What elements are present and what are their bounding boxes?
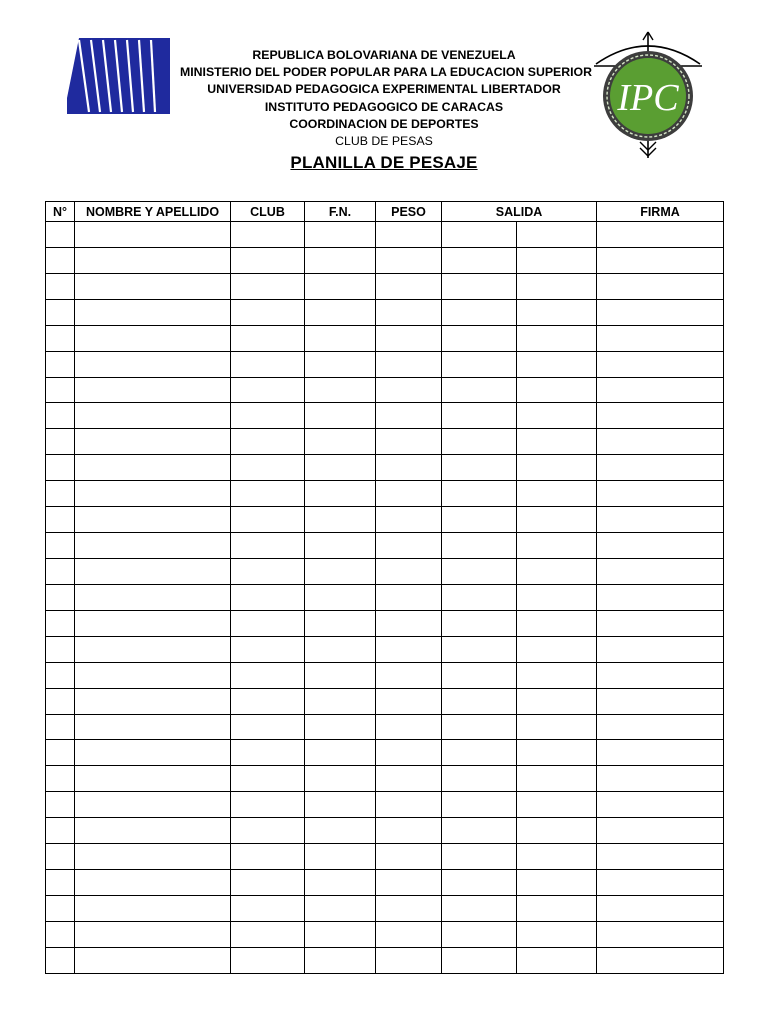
cell-weight[interactable]	[376, 351, 442, 377]
table-row	[46, 688, 724, 714]
cell-number[interactable]	[46, 921, 75, 947]
cell-name[interactable]	[75, 714, 231, 740]
cell-club[interactable]	[231, 455, 305, 481]
cell-exit-a[interactable]	[442, 947, 517, 973]
cell-weight[interactable]	[376, 895, 442, 921]
cell-birth-date[interactable]	[305, 844, 376, 870]
cell-name[interactable]	[75, 766, 231, 792]
cell-birth-date[interactable]	[305, 455, 376, 481]
cell-birth-date[interactable]	[305, 403, 376, 429]
cell-exit-a[interactable]	[442, 222, 517, 248]
cell-signature[interactable]	[597, 584, 724, 610]
cell-signature[interactable]	[597, 792, 724, 818]
table-body	[46, 222, 724, 974]
cell-name[interactable]	[75, 844, 231, 870]
cell-exit-a[interactable]	[442, 507, 517, 533]
cell-club[interactable]	[231, 403, 305, 429]
col-header-signature: FIRMA	[597, 202, 724, 222]
table-row	[46, 403, 724, 429]
cell-exit-a[interactable]	[442, 895, 517, 921]
cell-exit-a[interactable]	[442, 792, 517, 818]
cell-exit-a[interactable]	[442, 481, 517, 507]
cell-exit-b[interactable]	[517, 429, 597, 455]
cell-birth-date[interactable]	[305, 507, 376, 533]
cell-club[interactable]	[231, 714, 305, 740]
cell-exit-b[interactable]	[517, 507, 597, 533]
cell-number[interactable]	[46, 273, 75, 299]
cell-number[interactable]	[46, 455, 75, 481]
cell-signature[interactable]	[597, 688, 724, 714]
cell-signature[interactable]	[597, 844, 724, 870]
page-title: PLANILLA DE PESAJE	[290, 153, 478, 172]
table-row	[46, 844, 724, 870]
header-line-3: UNIVERSIDAD PEDAGOGICA EXPERIMENTAL LIBERTADOR	[207, 82, 561, 97]
cell-number[interactable]	[46, 636, 75, 662]
cell-number[interactable]	[46, 895, 75, 921]
cell-name[interactable]	[75, 947, 231, 973]
cell-number[interactable]	[46, 351, 75, 377]
table-row	[46, 325, 724, 351]
cell-exit-b[interactable]	[517, 766, 597, 792]
cell-weight[interactable]	[376, 403, 442, 429]
cell-weight[interactable]	[376, 455, 442, 481]
cell-exit-a[interactable]	[442, 714, 517, 740]
cell-birth-date[interactable]	[305, 222, 376, 248]
cell-name[interactable]	[75, 662, 231, 688]
cell-exit-a[interactable]	[442, 558, 517, 584]
cell-exit-a[interactable]	[442, 247, 517, 273]
cell-club[interactable]	[231, 299, 305, 325]
cell-exit-a[interactable]	[442, 351, 517, 377]
cell-number[interactable]	[46, 481, 75, 507]
cell-weight[interactable]	[376, 247, 442, 273]
cell-name[interactable]	[75, 481, 231, 507]
table-row	[46, 895, 724, 921]
cell-name[interactable]	[75, 222, 231, 248]
cell-number[interactable]	[46, 325, 75, 351]
cell-weight[interactable]	[376, 610, 442, 636]
cell-number[interactable]	[46, 688, 75, 714]
col-header-club: CLUB	[231, 202, 305, 222]
cell-exit-b[interactable]	[517, 584, 597, 610]
cell-name[interactable]	[75, 325, 231, 351]
upel-logo	[67, 38, 170, 114]
cell-exit-b[interactable]	[517, 377, 597, 403]
cell-club[interactable]	[231, 429, 305, 455]
cell-exit-b[interactable]	[517, 247, 597, 273]
cell-weight[interactable]	[376, 688, 442, 714]
table-row	[46, 921, 724, 947]
cell-weight[interactable]	[376, 870, 442, 896]
cell-name[interactable]	[75, 792, 231, 818]
cell-signature[interactable]	[597, 481, 724, 507]
cell-signature[interactable]	[597, 429, 724, 455]
ipc-logo-text: IPC	[617, 77, 679, 119]
cell-number[interactable]	[46, 714, 75, 740]
cell-number[interactable]	[46, 662, 75, 688]
cell-exit-b[interactable]	[517, 610, 597, 636]
cell-birth-date[interactable]	[305, 481, 376, 507]
cell-name[interactable]	[75, 870, 231, 896]
cell-birth-date[interactable]	[305, 818, 376, 844]
cell-club[interactable]	[231, 222, 305, 248]
cell-birth-date[interactable]	[305, 533, 376, 559]
cell-club[interactable]	[231, 533, 305, 559]
cell-exit-b[interactable]	[517, 895, 597, 921]
table-row	[46, 351, 724, 377]
cell-name[interactable]	[75, 558, 231, 584]
cell-weight[interactable]	[376, 377, 442, 403]
col-header-birth-date: F.N.	[305, 202, 376, 222]
institution-header	[180, 47, 592, 150]
table-row	[46, 740, 724, 766]
cell-signature[interactable]	[597, 870, 724, 896]
cell-club[interactable]	[231, 636, 305, 662]
table-row	[46, 481, 724, 507]
cell-exit-b[interactable]	[517, 740, 597, 766]
cell-exit-b[interactable]	[517, 558, 597, 584]
cell-birth-date[interactable]	[305, 429, 376, 455]
cell-club[interactable]	[231, 247, 305, 273]
cell-number[interactable]	[46, 222, 75, 248]
cell-signature[interactable]	[597, 377, 724, 403]
cell-exit-b[interactable]	[517, 662, 597, 688]
cell-weight[interactable]	[376, 766, 442, 792]
cell-club[interactable]	[231, 895, 305, 921]
cell-club[interactable]	[231, 273, 305, 299]
cell-exit-b[interactable]	[517, 222, 597, 248]
cell-birth-date[interactable]	[305, 377, 376, 403]
cell-exit-b[interactable]	[517, 792, 597, 818]
table-row	[46, 766, 724, 792]
table-header-row	[46, 202, 724, 222]
cell-number[interactable]	[46, 947, 75, 973]
cell-exit-b[interactable]	[517, 403, 597, 429]
cell-weight[interactable]	[376, 662, 442, 688]
cell-number[interactable]	[46, 429, 75, 455]
cell-exit-a[interactable]	[442, 662, 517, 688]
cell-weight[interactable]	[376, 481, 442, 507]
table-row	[46, 222, 724, 248]
cell-weight[interactable]	[376, 636, 442, 662]
cell-signature[interactable]	[597, 921, 724, 947]
cell-exit-a[interactable]	[442, 273, 517, 299]
cell-exit-a[interactable]	[442, 325, 517, 351]
cell-weight[interactable]	[376, 273, 442, 299]
cell-number[interactable]	[46, 740, 75, 766]
cell-name[interactable]	[75, 455, 231, 481]
cell-club[interactable]	[231, 688, 305, 714]
cell-exit-a[interactable]	[442, 740, 517, 766]
cell-exit-b[interactable]	[517, 273, 597, 299]
cell-weight[interactable]	[376, 558, 442, 584]
cell-birth-date[interactable]	[305, 662, 376, 688]
cell-birth-date[interactable]	[305, 792, 376, 818]
cell-club[interactable]	[231, 740, 305, 766]
cell-name[interactable]	[75, 818, 231, 844]
cell-exit-a[interactable]	[442, 455, 517, 481]
cell-number[interactable]	[46, 766, 75, 792]
cell-club[interactable]	[231, 558, 305, 584]
cell-exit-b[interactable]	[517, 844, 597, 870]
cell-birth-date[interactable]	[305, 688, 376, 714]
table-row	[46, 584, 724, 610]
cell-birth-date[interactable]	[305, 584, 376, 610]
cell-number[interactable]	[46, 299, 75, 325]
cell-birth-date[interactable]	[305, 247, 376, 273]
table-row	[46, 636, 724, 662]
cell-signature[interactable]	[597, 403, 724, 429]
cell-signature[interactable]	[597, 818, 724, 844]
cell-number[interactable]	[46, 558, 75, 584]
table-row	[46, 273, 724, 299]
cell-weight[interactable]	[376, 533, 442, 559]
cell-exit-b[interactable]	[517, 947, 597, 973]
cell-club[interactable]	[231, 844, 305, 870]
cell-signature[interactable]	[597, 325, 724, 351]
table-row	[46, 818, 724, 844]
cell-birth-date[interactable]	[305, 947, 376, 973]
cell-birth-date[interactable]	[305, 714, 376, 740]
cell-number[interactable]	[46, 792, 75, 818]
cell-exit-b[interactable]	[517, 921, 597, 947]
cell-club[interactable]	[231, 507, 305, 533]
cell-exit-b[interactable]	[517, 351, 597, 377]
table-row	[46, 870, 724, 896]
cell-name[interactable]	[75, 921, 231, 947]
ipc-logo	[590, 30, 706, 160]
cell-signature[interactable]	[597, 636, 724, 662]
table-row	[46, 610, 724, 636]
cell-exit-a[interactable]	[442, 429, 517, 455]
cell-number[interactable]	[46, 507, 75, 533]
cell-birth-date[interactable]	[305, 299, 376, 325]
cell-number[interactable]	[46, 870, 75, 896]
cell-club[interactable]	[231, 351, 305, 377]
cell-weight[interactable]	[376, 818, 442, 844]
table-row	[46, 947, 724, 973]
cell-number[interactable]	[46, 818, 75, 844]
cell-name[interactable]	[75, 429, 231, 455]
cell-birth-date[interactable]	[305, 610, 376, 636]
cell-club[interactable]	[231, 481, 305, 507]
col-header-number: N°	[46, 202, 75, 222]
cell-name[interactable]	[75, 636, 231, 662]
cell-club[interactable]	[231, 325, 305, 351]
cell-exit-b[interactable]	[517, 636, 597, 662]
cell-weight[interactable]	[376, 792, 442, 818]
cell-birth-date[interactable]	[305, 766, 376, 792]
cell-exit-a[interactable]	[442, 299, 517, 325]
cell-name[interactable]	[75, 688, 231, 714]
col-header-weight: PESO	[376, 202, 442, 222]
cell-weight[interactable]	[376, 299, 442, 325]
cell-birth-date[interactable]	[305, 870, 376, 896]
cell-signature[interactable]	[597, 273, 724, 299]
table-row	[46, 377, 724, 403]
table-row	[46, 792, 724, 818]
cell-exit-b[interactable]	[517, 818, 597, 844]
cell-weight[interactable]	[376, 222, 442, 248]
cell-birth-date[interactable]	[305, 895, 376, 921]
header-line-2: MINISTERIO DEL PODER POPULAR PARA LA EDUCACION SUPERIOR	[180, 65, 592, 80]
weigh-in-table	[45, 201, 724, 974]
header-line-1: REPUBLICA BOLOVARIANA DE VENEZUELA	[252, 48, 516, 62]
cell-signature[interactable]	[597, 533, 724, 559]
cell-exit-a[interactable]	[442, 584, 517, 610]
cell-weight[interactable]	[376, 740, 442, 766]
cell-name[interactable]	[75, 895, 231, 921]
cell-birth-date[interactable]	[305, 636, 376, 662]
cell-signature[interactable]	[597, 222, 724, 248]
header-line-4: INSTITUTO PEDAGOGICO DE CARACAS	[264, 99, 504, 114]
cell-number[interactable]	[46, 584, 75, 610]
header-line-6: CLUB DE PESAS	[335, 134, 433, 149]
cell-signature[interactable]	[597, 507, 724, 533]
table-row	[46, 714, 724, 740]
cell-club[interactable]	[231, 610, 305, 636]
table-row	[46, 455, 724, 481]
cell-club[interactable]	[231, 818, 305, 844]
cell-number[interactable]	[46, 403, 75, 429]
cell-exit-b[interactable]	[517, 299, 597, 325]
table-row	[46, 533, 724, 559]
cell-weight[interactable]	[376, 325, 442, 351]
table-row	[46, 507, 724, 533]
cell-signature[interactable]	[597, 766, 724, 792]
table-row	[46, 299, 724, 325]
cell-name[interactable]	[75, 740, 231, 766]
cell-signature[interactable]	[597, 455, 724, 481]
cell-weight[interactable]	[376, 584, 442, 610]
cell-name[interactable]	[75, 584, 231, 610]
cell-signature[interactable]	[597, 247, 724, 273]
cell-signature[interactable]	[597, 895, 724, 921]
cell-club[interactable]	[231, 921, 305, 947]
cell-weight[interactable]	[376, 921, 442, 947]
cell-club[interactable]	[231, 377, 305, 403]
cell-club[interactable]	[231, 662, 305, 688]
cell-number[interactable]	[46, 610, 75, 636]
cell-name[interactable]	[75, 273, 231, 299]
cell-club[interactable]	[231, 947, 305, 973]
table-row	[46, 662, 724, 688]
cell-name[interactable]	[75, 377, 231, 403]
cell-exit-b[interactable]	[517, 481, 597, 507]
cell-club[interactable]	[231, 792, 305, 818]
cell-exit-a[interactable]	[442, 636, 517, 662]
cell-club[interactable]	[231, 584, 305, 610]
cell-number[interactable]	[46, 377, 75, 403]
cell-birth-date[interactable]	[305, 351, 376, 377]
cell-exit-a[interactable]	[442, 403, 517, 429]
col-header-name: NOMBRE Y APELLIDO	[75, 202, 231, 222]
cell-exit-a[interactable]	[442, 818, 517, 844]
cell-number[interactable]	[46, 533, 75, 559]
cell-signature[interactable]	[597, 740, 724, 766]
cell-exit-a[interactable]	[442, 533, 517, 559]
cell-weight[interactable]	[376, 429, 442, 455]
cell-signature[interactable]	[597, 558, 724, 584]
cell-number[interactable]	[46, 247, 75, 273]
cell-signature[interactable]	[597, 947, 724, 973]
header-line-5: COORDINACION DE DEPORTES	[289, 116, 479, 131]
cell-signature[interactable]	[597, 662, 724, 688]
cell-weight[interactable]	[376, 947, 442, 973]
table-row	[46, 429, 724, 455]
cell-exit-b[interactable]	[517, 533, 597, 559]
cell-name[interactable]	[75, 507, 231, 533]
cell-exit-a[interactable]	[442, 688, 517, 714]
cell-exit-a[interactable]	[442, 921, 517, 947]
cell-birth-date[interactable]	[305, 921, 376, 947]
cell-exit-b[interactable]	[517, 714, 597, 740]
cell-name[interactable]	[75, 533, 231, 559]
cell-birth-date[interactable]	[305, 273, 376, 299]
cell-club[interactable]	[231, 870, 305, 896]
cell-birth-date[interactable]	[305, 325, 376, 351]
table-row	[46, 558, 724, 584]
cell-weight[interactable]	[376, 507, 442, 533]
cell-weight[interactable]	[376, 844, 442, 870]
cell-exit-a[interactable]	[442, 766, 517, 792]
cell-signature[interactable]	[597, 351, 724, 377]
cell-exit-b[interactable]	[517, 870, 597, 896]
cell-exit-a[interactable]	[442, 377, 517, 403]
cell-birth-date[interactable]	[305, 740, 376, 766]
cell-name[interactable]	[75, 403, 231, 429]
cell-name[interactable]	[75, 247, 231, 273]
cell-exit-b[interactable]	[517, 325, 597, 351]
cell-exit-b[interactable]	[517, 455, 597, 481]
cell-weight[interactable]	[376, 714, 442, 740]
cell-signature[interactable]	[597, 714, 724, 740]
cell-birth-date[interactable]	[305, 558, 376, 584]
cell-exit-b[interactable]	[517, 688, 597, 714]
cell-exit-a[interactable]	[442, 610, 517, 636]
cell-name[interactable]	[75, 351, 231, 377]
cell-exit-a[interactable]	[442, 870, 517, 896]
table-row	[46, 247, 724, 273]
cell-club[interactable]	[231, 766, 305, 792]
cell-number[interactable]	[46, 844, 75, 870]
cell-name[interactable]	[75, 610, 231, 636]
cell-exit-a[interactable]	[442, 844, 517, 870]
col-header-exit: SALIDA	[442, 202, 597, 222]
cell-name[interactable]	[75, 299, 231, 325]
cell-signature[interactable]	[597, 610, 724, 636]
cell-signature[interactable]	[597, 299, 724, 325]
